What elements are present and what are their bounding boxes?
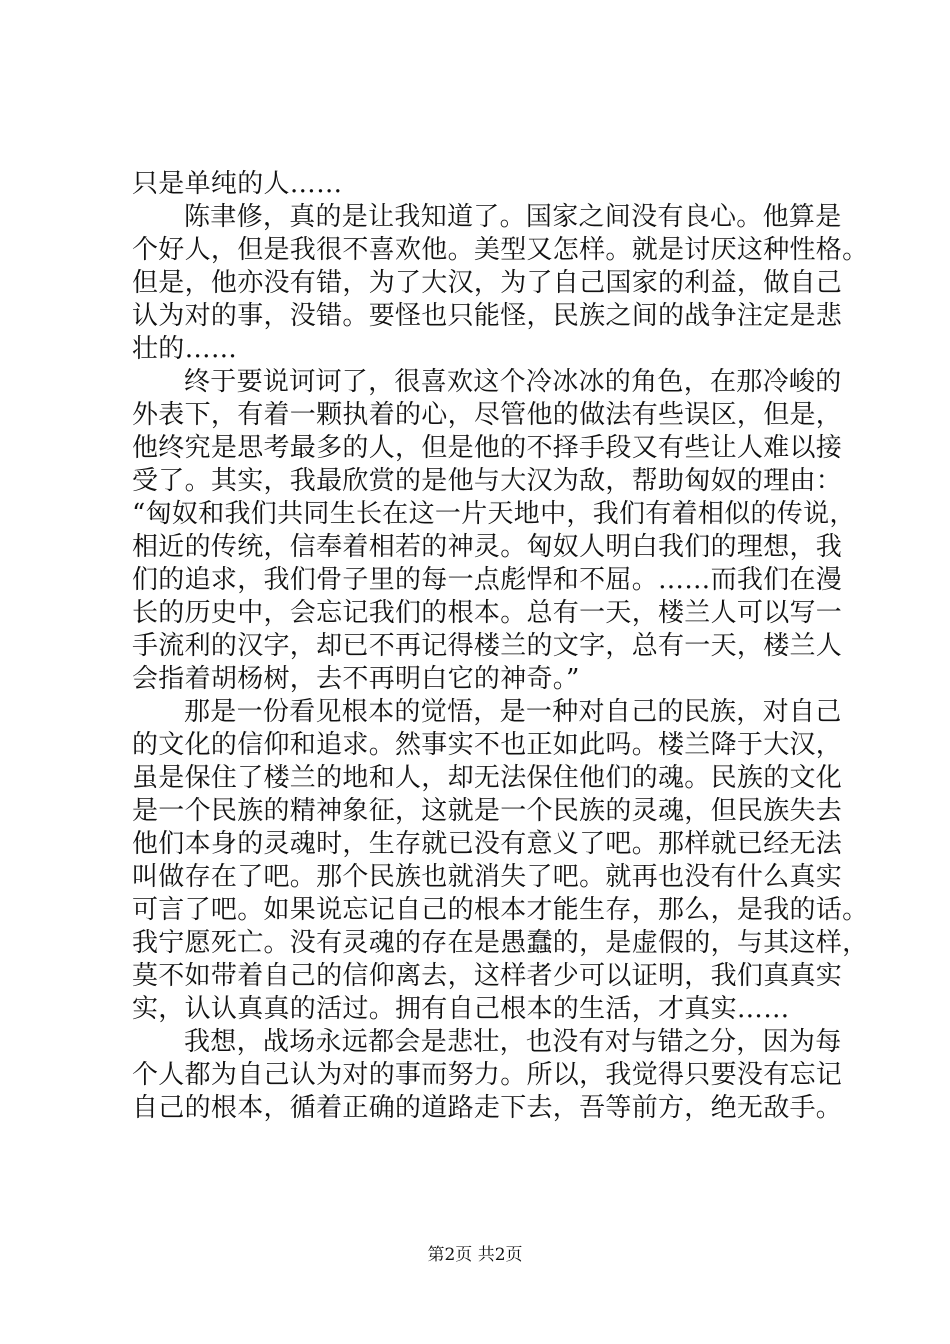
text-line: 他终究是思考最多的人，但是他的不择手段又有些让人难以接 (132, 433, 843, 463)
text-line: 的文化的信仰和追求。然事实不也正如此吗。楼兰降于大汉， (132, 730, 843, 760)
text-line: 虽是保住了楼兰的地和人，却无法保住他们的魂。民族的文化 (132, 763, 843, 793)
text-line: 会指着胡杨树，去不再明白它的神奇。” (132, 664, 580, 694)
page-footer (0, 1244, 950, 1266)
text-line: 受了。其实，我最欣赏的是他与大汉为敌，帮助匈奴的理由： (132, 466, 843, 496)
paragraph-first-line: 那是一份看见根本的觉悟，是一种对自己的民族，对自己 (184, 697, 842, 727)
text-line: 只是单纯的人…… (132, 169, 343, 199)
text-line: 自己的根本，循着正确的道路走下去，吾等前方，绝无敌手。 (132, 1093, 843, 1123)
text-line: 莫不如带着自己的信仰离去，这样者少可以证明，我们真真实 (132, 961, 843, 991)
text-line: 外表下，有着一颗执着的心，尽管他的做法有些误区，但是， (132, 400, 843, 430)
text-line: “匈奴和我们共同生长在这一片天地中，我们有着相似的传说， (132, 499, 856, 529)
text-line: 壮的…… (132, 334, 238, 364)
text-line: 相近的传统，信奉着相若的神灵。匈奴人明白我们的理想，我 (132, 532, 843, 562)
text-line: 认为对的事，没错。要怪也只能怪，民族之间的战争注定是悲 (132, 301, 843, 331)
text-line: 他们本身的灵魂时，生存就已没有意义了吧。那样就已经无法 (132, 829, 843, 859)
text-line: 叫做存在了吧。那个民族也就消失了吧。就再也没有什么真实 (132, 862, 843, 892)
text-line: 手流利的汉字，却已不再记得楼兰的文字，总有一天，楼兰人 (132, 631, 843, 661)
text-line: 个人都为自己认为对的事而努力。所以，我觉得只要没有忘记 (132, 1060, 843, 1090)
page-number: 第2页 共2页 (427, 1245, 523, 1265)
text-line: 是一个民族的精神象征，这就是一个民族的灵魂，但民族失去 (132, 796, 843, 826)
text-line: 可言了吧。如果说忘记自己的根本才能生存，那么，是我的话。 (132, 895, 869, 925)
body-text (132, 168, 869, 1125)
text-line: 个好人，但是我很不喜欢他。美型又怎样。就是讨厌这种性格。 (132, 235, 869, 265)
paragraph-first-line: 我想，战场永远都会是悲壮，也没有对与错之分，因为每 (184, 1027, 842, 1057)
text-line: 长的历史中，会忘记我们的根本。总有一天，楼兰人可以写一 (132, 598, 843, 628)
paragraph-first-line: 终于要说诃诃了，很喜欢这个冷冰冰的角色，在那冷峻的 (184, 367, 842, 397)
text-line: 我宁愿死亡。没有灵魂的存在是愚蠢的，是虚假的，与其这样， (132, 928, 869, 958)
text-line: 们的追求，我们骨子里的每一点彪悍和不屈。……而我们在漫 (132, 565, 843, 595)
paragraph-first-line: 陈聿修，真的是让我知道了。国家之间没有良心。他算是 (184, 202, 842, 232)
text-line: 但是，他亦没有错，为了大汉，为了自己国家的利益，做自己 (132, 268, 843, 298)
text-line: 实，认认真真的活过。拥有自己根本的生活，才真实…… (132, 994, 790, 1024)
